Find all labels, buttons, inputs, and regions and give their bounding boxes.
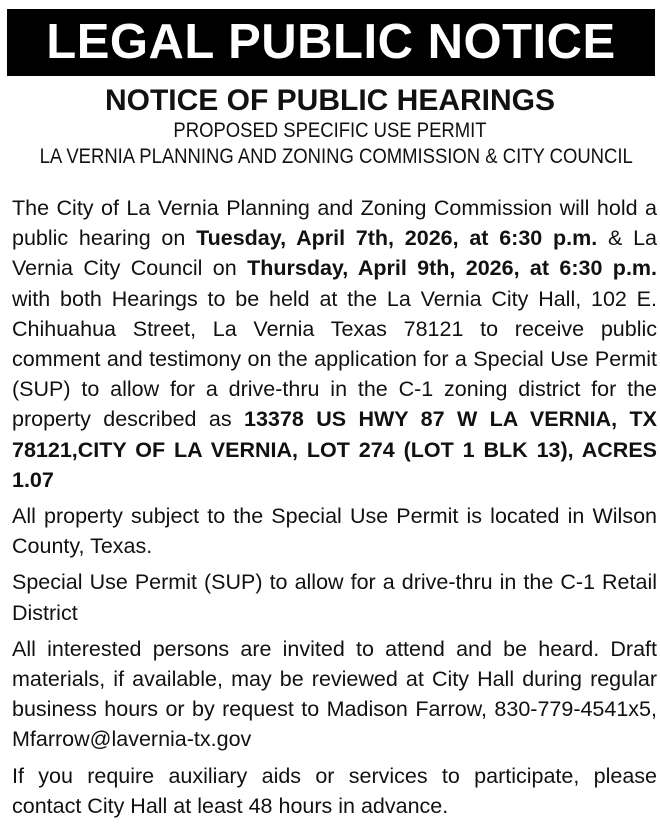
hearing-details-paragraph bbox=[12, 193, 657, 495]
subheading-commission: LA VERNIA PLANNING AND ZONING COMMISSION & CITY COUNCIL bbox=[39, 145, 633, 168]
permit-purpose-paragraph: Special Use Permit (SUP) to allow for a drive-thru in the C-1 Retail District bbox=[12, 570, 657, 625]
subheading-permit: PROPOSED SPECIFIC USE PERMIT bbox=[173, 119, 487, 142]
council-intro-text: & La Vernia City Council on bbox=[12, 226, 657, 281]
accessibility-paragraph: If you require auxiliary aids or services to participate, please contact City Hall at least 48 hours in advance. bbox=[12, 763, 657, 818]
banner-title: LEGAL PUBLIC NOTICE bbox=[46, 15, 616, 69]
council-hearing-date: Thursday, April 9th, 2026, at 6:30 p.m. bbox=[247, 256, 658, 281]
notice-headings bbox=[0, 84, 660, 170]
notice-banner bbox=[7, 9, 655, 76]
main-heading: NOTICE OF PUBLIC HEARINGS bbox=[104, 84, 555, 117]
attendance-paragraph: All interested persons are invited to attend and be heard. Draft materials, if available, may be reviewed at City Hall during regular business hours or by request to Madison Farrow, 830-779-4541x5, Mfarrow@lavernia-tx.gov bbox=[12, 636, 657, 752]
commission-hearing-date: Tuesday, April 7th, 2026, at 6:30 p.m. bbox=[196, 226, 598, 251]
hearing-intro-text: The City of La Vernia Planning and Zoning Commission will hold a public hearing on bbox=[12, 196, 657, 251]
hearing-location-text: with both Hearings to be held at the La Vernia City Hall, 102 E. Chihuahua Street, La Vernia Texas 78121 to receive public comment and testimony on the application for a Special Use Permit (SUP) to allow for a drive-thru in the C-1 zoning district for the property described as bbox=[12, 286, 657, 432]
notice-body bbox=[12, 193, 657, 827]
property-location-paragraph: All property subject to the Special Use Permit is located in Wilson County, Texas. bbox=[12, 504, 657, 559]
property-description: 13378 US HWY 87 W LA VERNIA, TX 78121,CITY OF LA VERNIA, LOT 274 (LOT 1 BLK 13), ACRES 1.07 bbox=[12, 407, 657, 492]
